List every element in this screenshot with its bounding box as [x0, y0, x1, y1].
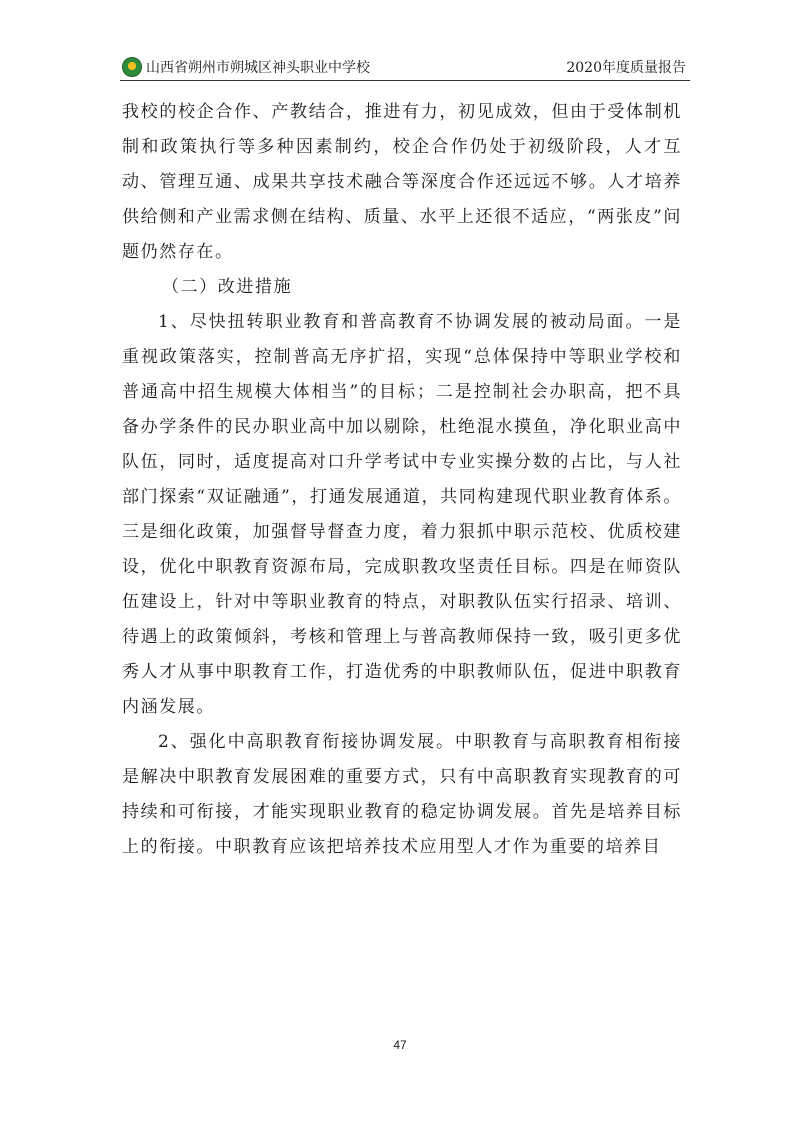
section-heading: （二）改进措施	[162, 277, 293, 297]
body-paragraph-1: 我校的校企合作、产教结合，推进有力，初见成效，但由于受体制机制和政策执行等多种因素制约，校企合作仍处于初级阶段，人才互动、管理互通、成果共享技术融合等深度合作还远远不够。人才培养供给侧和产业需求侧在结构、质量、水平上还很不适应，“两张皮”问题仍然存在。	[122, 102, 682, 262]
body-paragraph-3: 2、强化中高职教育衔接协调发展。中职教育与高职教育相衔接是解决中职教育发展困难的重要方式，只有中高职教育实现教育的可持续和可衔接，才能实现职业教育的稳定协调发展。首先是培养目标上的衔接。中职教育应该把培养技术应用型人才作为重要的培养目	[122, 732, 682, 857]
page-header	[120, 56, 690, 81]
school-logo-icon	[122, 57, 142, 77]
header-report-title: 2020年度质量报告	[566, 60, 686, 76]
body-paragraph-2: 1、尽快扭转职业教育和普高教育不协调发展的被动局面。一是重视政策落实，控制普高无序扩招，实现“总体保持中等职业学校和普通高中招生规模大体相当”的目标；二是控制社会办职高，把不具备办学条件的民办职业高中加以剔除，杜绝混水摸鱼，净化职业高中队伍，同时，适度提高对口升学考试中专业实操分数的占比，与人社部门探索“双证融通”，打通发展通道，共同构建现代职业教育体系。三是细化政策，加强督导督查力度，着力狠抓中职示范校、优质校建设，优化中职教育资源布局，完成职教攻坚责任目标。四是在师资队伍建设上，针对中等职业教育的特点，对职教队伍实行招录、培训、待遇上的政策倾斜，考核和管理上与普高教师保持一致，吸引更多优秀人才从事中职教育工作，打造优秀的中职教师队伍，促进中职教育内涵发展。	[122, 312, 682, 717]
header-school-name: 山西省朔州市朔城区神头职业中学校	[146, 60, 370, 76]
document-body	[122, 95, 682, 865]
page-number: 47	[393, 1038, 407, 1052]
